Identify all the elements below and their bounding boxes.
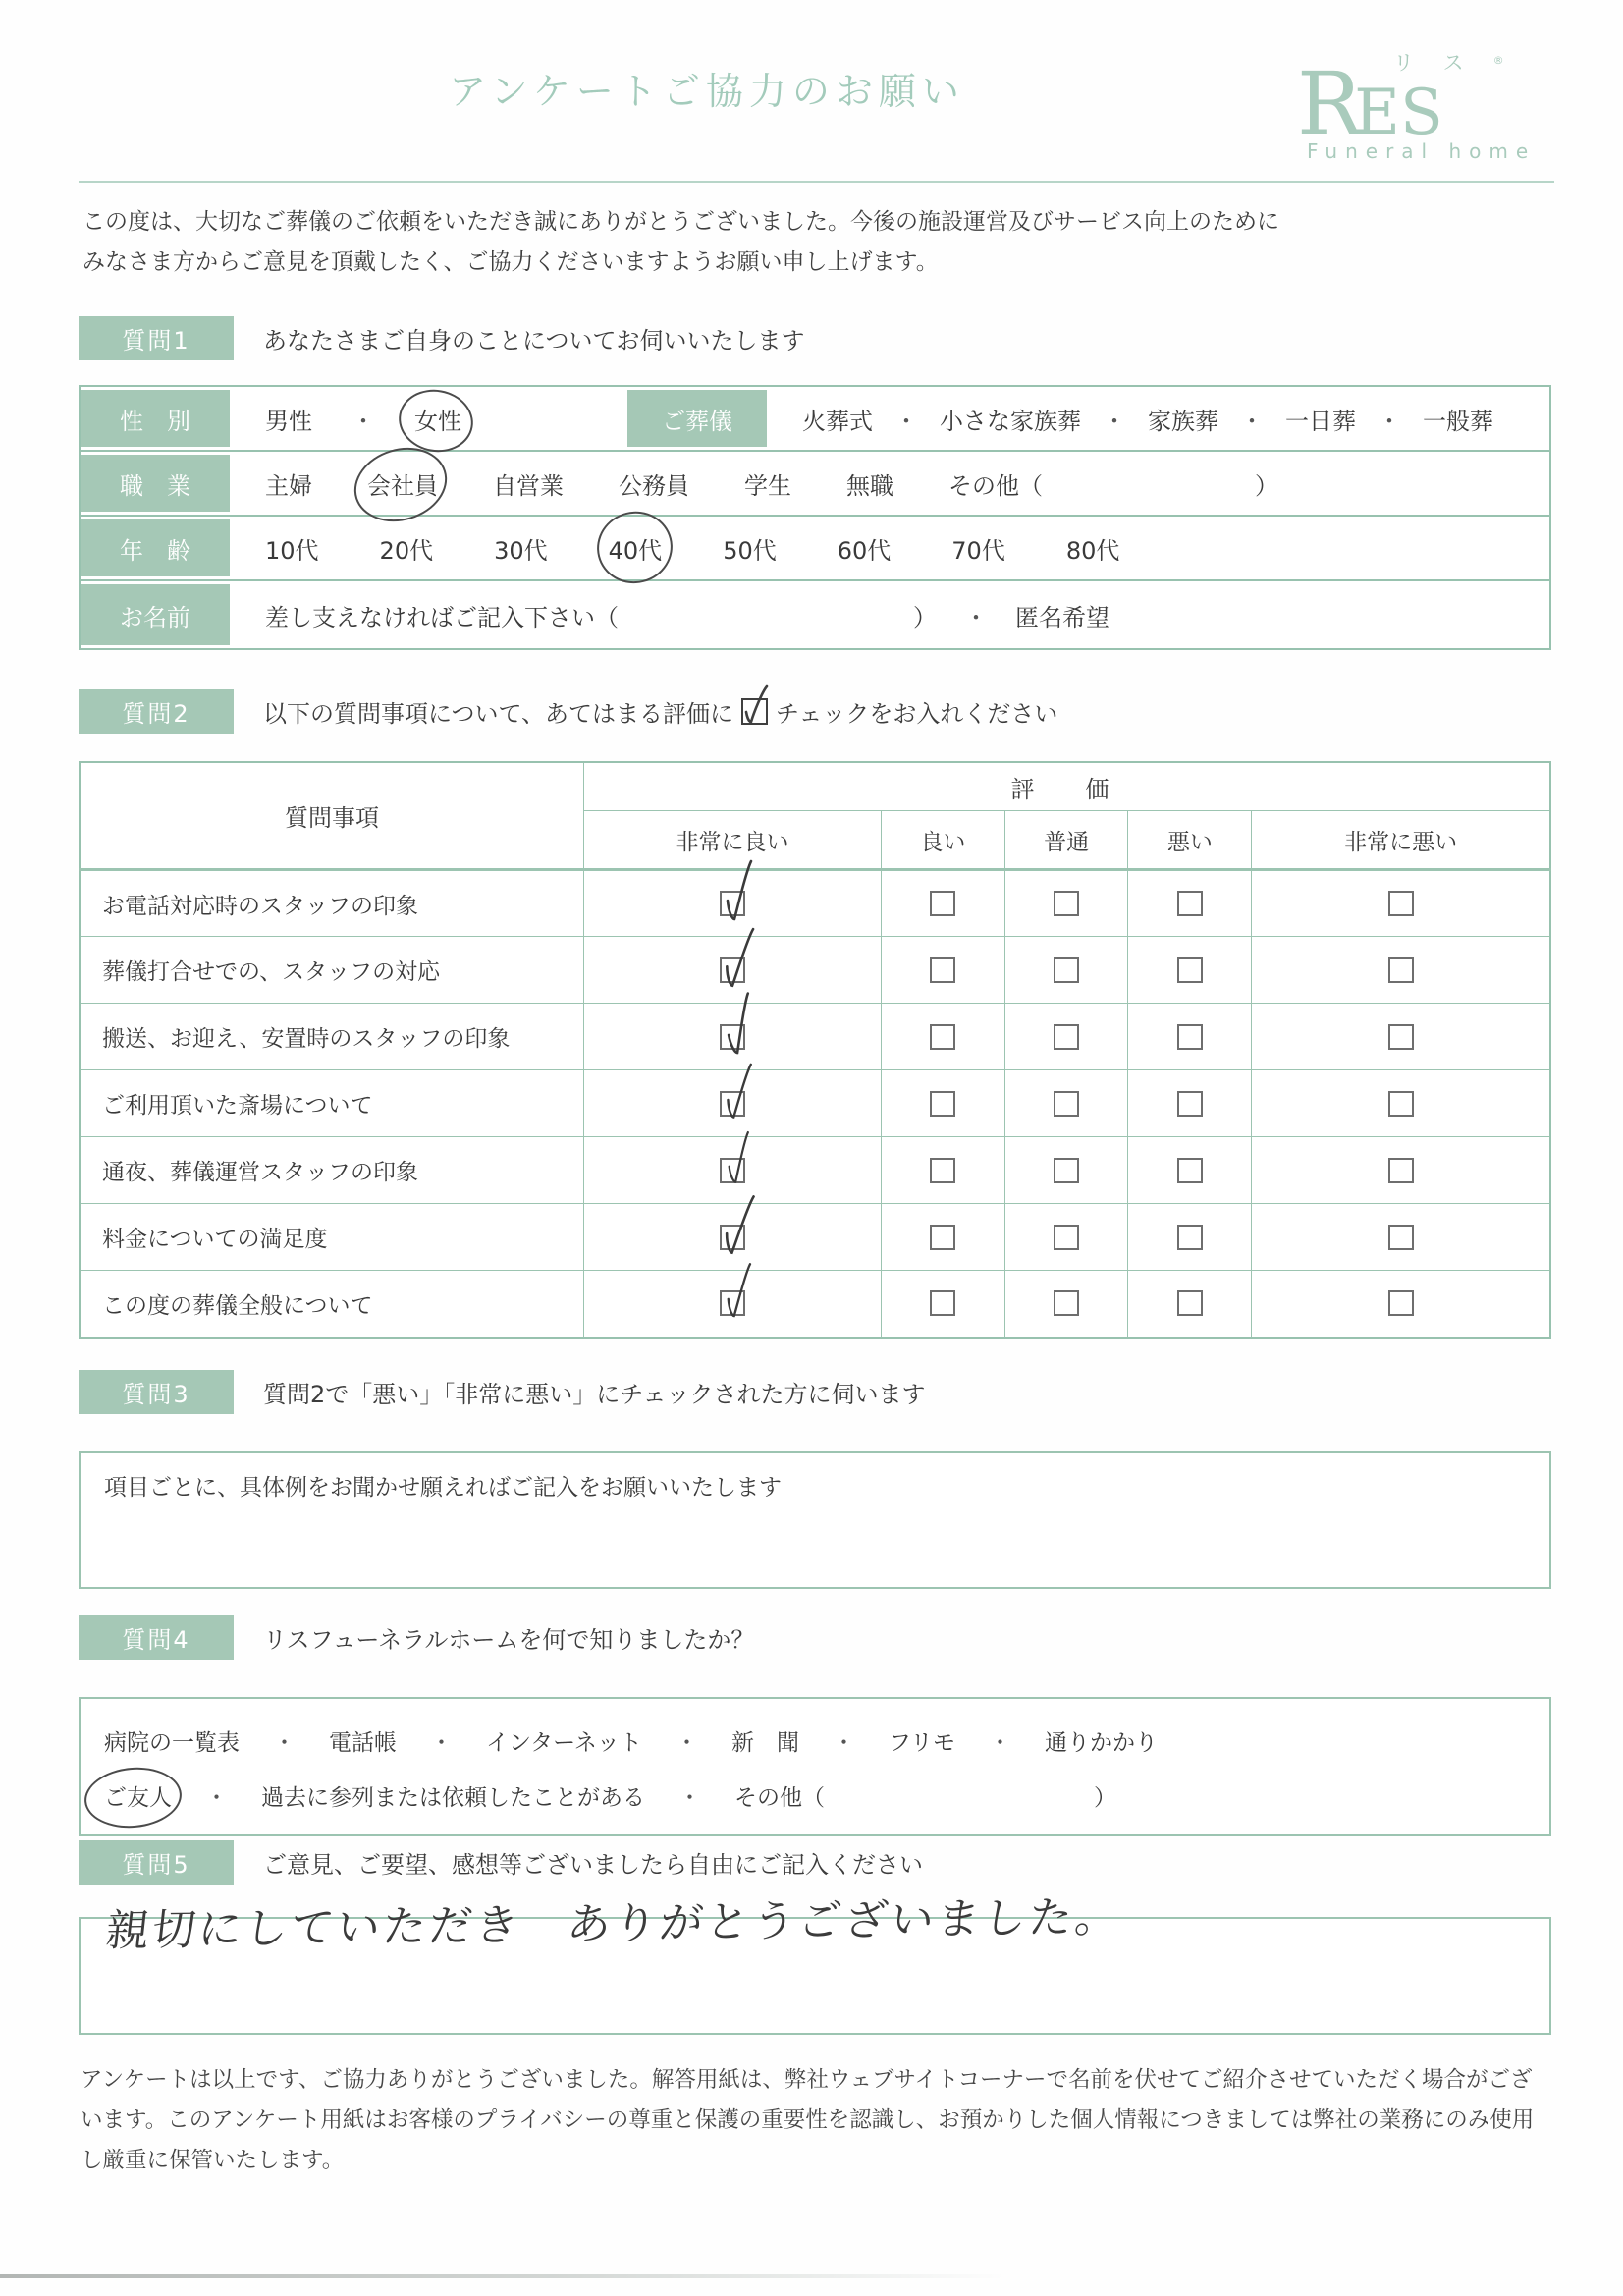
occupation-label: 職 業 (81, 452, 234, 515)
option-separator: ・ (964, 603, 988, 631)
option-separator: ・ (205, 1784, 228, 1811)
rating-checkbox (1252, 1070, 1550, 1137)
age-option: 80代 (1065, 536, 1120, 565)
occupation-option: 学生 (744, 471, 791, 500)
rating-checkbox (1252, 1271, 1550, 1338)
occupation-option: 無職 (846, 471, 893, 500)
source-option-selected: ご友人 (104, 1779, 172, 1812)
table-row (80, 1204, 1550, 1271)
rating-checkbox (1128, 1137, 1252, 1204)
question3-badge: 質問3 (79, 1370, 234, 1414)
row-label: 葬儀打合せでの、スタッフの対応 (80, 937, 584, 1004)
rating-checkbox (1252, 870, 1550, 937)
rating-checkbox (881, 1070, 1004, 1137)
funeral-option: 火葬式 (802, 407, 873, 435)
question2-header (79, 689, 1057, 734)
row-label: お電話対応時のスタッフの印象 (80, 870, 584, 937)
checked-box-icon (741, 698, 768, 725)
gender-label: 性 別 (81, 387, 234, 450)
question4-options-line2 (104, 1768, 1526, 1823)
funeral-option: 家族葬 (1148, 407, 1218, 435)
option-separator: ・ (1103, 407, 1126, 435)
source-option: 過去に参列または依頼したことがある (261, 1784, 645, 1811)
intro-line-1: この度は、大切なご葬儀のご依頼をいただき誠にありがとうございました。今後の施設運営及びサービス向上のために (82, 209, 1279, 235)
rating-checkbox (881, 1204, 1004, 1271)
source-other-open: その他（ (734, 1784, 825, 1811)
question4-options-box (79, 1697, 1551, 1836)
option-separator: ・ (678, 1784, 701, 1811)
option-separator: ・ (273, 1729, 296, 1756)
age-label: 年 齢 (81, 517, 234, 579)
rating-column-header: 評 価 (584, 762, 1551, 811)
rating-checkbox (1004, 1271, 1128, 1338)
rating-header-good: 良い (881, 811, 1004, 870)
question5-heading: ご意見、ご要望、感想等ございましたら自由にご記入ください (263, 1851, 923, 1879)
gender-option-female-selected: 女性 (414, 402, 461, 436)
rating-checkbox (881, 1137, 1004, 1204)
table-row (80, 1137, 1550, 1204)
name-label: お名前 (81, 581, 234, 648)
rating-checkbox (1128, 1004, 1252, 1070)
question4-options-line1 (104, 1713, 1526, 1768)
age-options (234, 517, 1549, 579)
rating-header-normal: 普通 (1004, 811, 1128, 870)
option-separator: ・ (352, 407, 375, 435)
occupation-other-open: その他（ (948, 471, 1043, 500)
source-option: フリモ (888, 1729, 956, 1756)
rating-checkbox (1252, 1137, 1550, 1204)
option-separator: ・ (832, 1729, 855, 1756)
age-option: 70代 (951, 536, 1005, 565)
question5-header (79, 1840, 923, 1885)
rating-checkbox-checked (584, 1271, 882, 1338)
source-option: 通りかかり (1045, 1729, 1159, 1756)
row-label: 搬送、お迎え、安置時のスタッフの印象 (80, 1004, 584, 1070)
registered-mark: ® (1492, 54, 1504, 67)
logo-letters-es: ES (1354, 77, 1443, 149)
rating-header-row (80, 762, 1550, 811)
funeral-option: 小さな家族葬 (940, 407, 1081, 435)
name-paren-close: ） (913, 603, 937, 631)
rating-checkbox (1252, 1204, 1550, 1271)
company-logo (1297, 47, 1537, 163)
age-option: 30代 (494, 536, 548, 565)
anonymous-option: 匿名希望 (1015, 603, 1109, 631)
rating-checkbox (881, 1004, 1004, 1070)
option-separator: ・ (989, 1729, 1012, 1756)
question2-badge: 質問2 (79, 689, 234, 734)
gender-option-male: 男性 (265, 407, 312, 435)
row-label: 通夜、葬儀運営スタッフの印象 (80, 1137, 584, 1204)
occupation-row (81, 452, 1549, 517)
occupation-option: 公務員 (619, 471, 689, 500)
handwritten-comment: 親切にしていただき ありがとうございました。 (103, 1891, 1124, 1957)
scan-edge-artifact (0, 2274, 1006, 2278)
age-option: 60代 (837, 536, 892, 565)
age-row (81, 517, 1549, 581)
logo-letter-r: R (1297, 53, 1363, 154)
funeral-option: 一日葬 (1285, 407, 1356, 435)
rating-checkbox (1004, 1070, 1128, 1137)
rating-checkbox (1128, 1070, 1252, 1137)
option-separator: ・ (675, 1729, 698, 1756)
question4-badge: 質問4 (79, 1615, 234, 1660)
rating-checkbox (1004, 1137, 1128, 1204)
funeral-type-options (771, 387, 1549, 450)
question3-header (79, 1370, 926, 1414)
question2-heading-post: チェックをお入れください (776, 700, 1058, 728)
table-row (80, 870, 1550, 937)
occupation-other-close: ） (1255, 471, 1278, 500)
item-column-header: 質問事項 (80, 762, 584, 870)
source-option: 病院の一覧表 (104, 1729, 240, 1756)
occupation-option-selected: 会社員 (367, 466, 438, 501)
rating-checkbox (1004, 1204, 1128, 1271)
rating-checkbox (1004, 937, 1128, 1004)
question1-heading: あなたさまご自身のことについてお伺いいたします (263, 327, 805, 355)
rating-header-verybad: 非常に悪い (1252, 811, 1550, 870)
occupation-option: 主婦 (265, 471, 312, 500)
question3-answer-box (79, 1451, 1551, 1589)
question5-answer-box (79, 1891, 1551, 2035)
question1-badge: 質問1 (79, 316, 234, 360)
profile-table (79, 385, 1551, 650)
rating-checkbox (1128, 937, 1252, 1004)
rating-checkbox (881, 1271, 1004, 1338)
intro-paragraph (82, 202, 1554, 283)
page-title: アンケートご協力のお願い (449, 70, 965, 113)
question2-heading-pre: 以下の質問事項について、あてはまる評価に (263, 700, 734, 728)
funeral-option: 一般葬 (1423, 407, 1493, 435)
source-option: 新 聞 (730, 1729, 799, 1756)
option-separator: ・ (430, 1729, 453, 1756)
header-divider (79, 181, 1554, 183)
question3-prompt-text: 項目ごとに、具体例をお聞かせ願えればご記入をお願いいたします (104, 1475, 782, 1501)
question4-header (79, 1615, 754, 1660)
occupation-options (234, 452, 1549, 515)
question4-heading: リスフューネラルホームを何で知りましたか？ (263, 1626, 755, 1654)
option-separator: ・ (894, 407, 918, 435)
rating-checkbox (1252, 937, 1550, 1004)
age-option: 50代 (723, 536, 777, 565)
rating-checkbox (1128, 1271, 1252, 1338)
footer-paragraph: アンケートは以上です、ご協力ありがとうございました。解答用紙は、弊社ウェブサイトコーナーで名前を伏せてご紹介させていただく場合がございます。このアンケート用紙はお客様のプライバシーの尊重と保護の重要性を認識し、お預かりした個人情報につきましては弊社の業務にのみ使用し厳重に保管いたします。 (81, 2067, 1535, 2173)
question1-header (79, 316, 805, 360)
source-option: 電話帳 (329, 1729, 397, 1756)
rating-table (79, 761, 1551, 1339)
logo-subtitle: Funeral home (1307, 139, 1537, 163)
name-prompt: 差し支えなければご記入下さい（ (265, 603, 619, 631)
age-option: 20代 (379, 536, 434, 565)
rating-checkbox (1128, 1204, 1252, 1271)
rating-checkbox (881, 870, 1004, 937)
rating-checkbox (881, 937, 1004, 1004)
intro-line-2: みなさま方からご意見を頂戴したく、ご協力くださいますようお願い申し上げます。 (82, 249, 939, 275)
row-label: ご利用頂いた斎場について (80, 1070, 584, 1137)
gender-funeral-row (81, 387, 1549, 452)
option-separator: ・ (1378, 407, 1401, 435)
age-option-selected: 40代 (609, 531, 663, 566)
question2-heading (263, 694, 1057, 729)
name-row (81, 581, 1549, 648)
table-row (80, 1271, 1550, 1338)
rating-header-bad: 悪い (1128, 811, 1252, 870)
rating-checkbox (1004, 870, 1128, 937)
rating-header-excellent: 非常に良い (584, 811, 882, 870)
gender-options (234, 387, 623, 450)
source-option: インターネット (486, 1729, 642, 1756)
question5-badge: 質問5 (79, 1840, 234, 1885)
funeral-type-label: ご葬儀 (623, 387, 771, 450)
rating-checkbox (1252, 1004, 1550, 1070)
rating-checkbox-checked (584, 1070, 882, 1137)
rating-checkbox (1004, 1004, 1128, 1070)
table-row (80, 1004, 1550, 1070)
question3-heading: 質問2で「悪い」「非常に悪い」にチェックされた方に伺います (263, 1381, 926, 1408)
rating-checkbox (1128, 870, 1252, 937)
option-separator: ・ (1240, 407, 1264, 435)
logo-kana: リス (1393, 51, 1493, 75)
age-option: 10代 (265, 536, 319, 565)
table-row (80, 937, 1550, 1004)
row-label: この度の葬儀全般について (80, 1271, 584, 1338)
logo-wordmark (1297, 53, 1443, 154)
row-label: 料金についての満足度 (80, 1204, 584, 1271)
table-row (80, 1070, 1550, 1137)
occupation-option: 自営業 (493, 471, 564, 500)
name-field (234, 581, 1549, 648)
source-other-close: ） (1094, 1784, 1116, 1811)
